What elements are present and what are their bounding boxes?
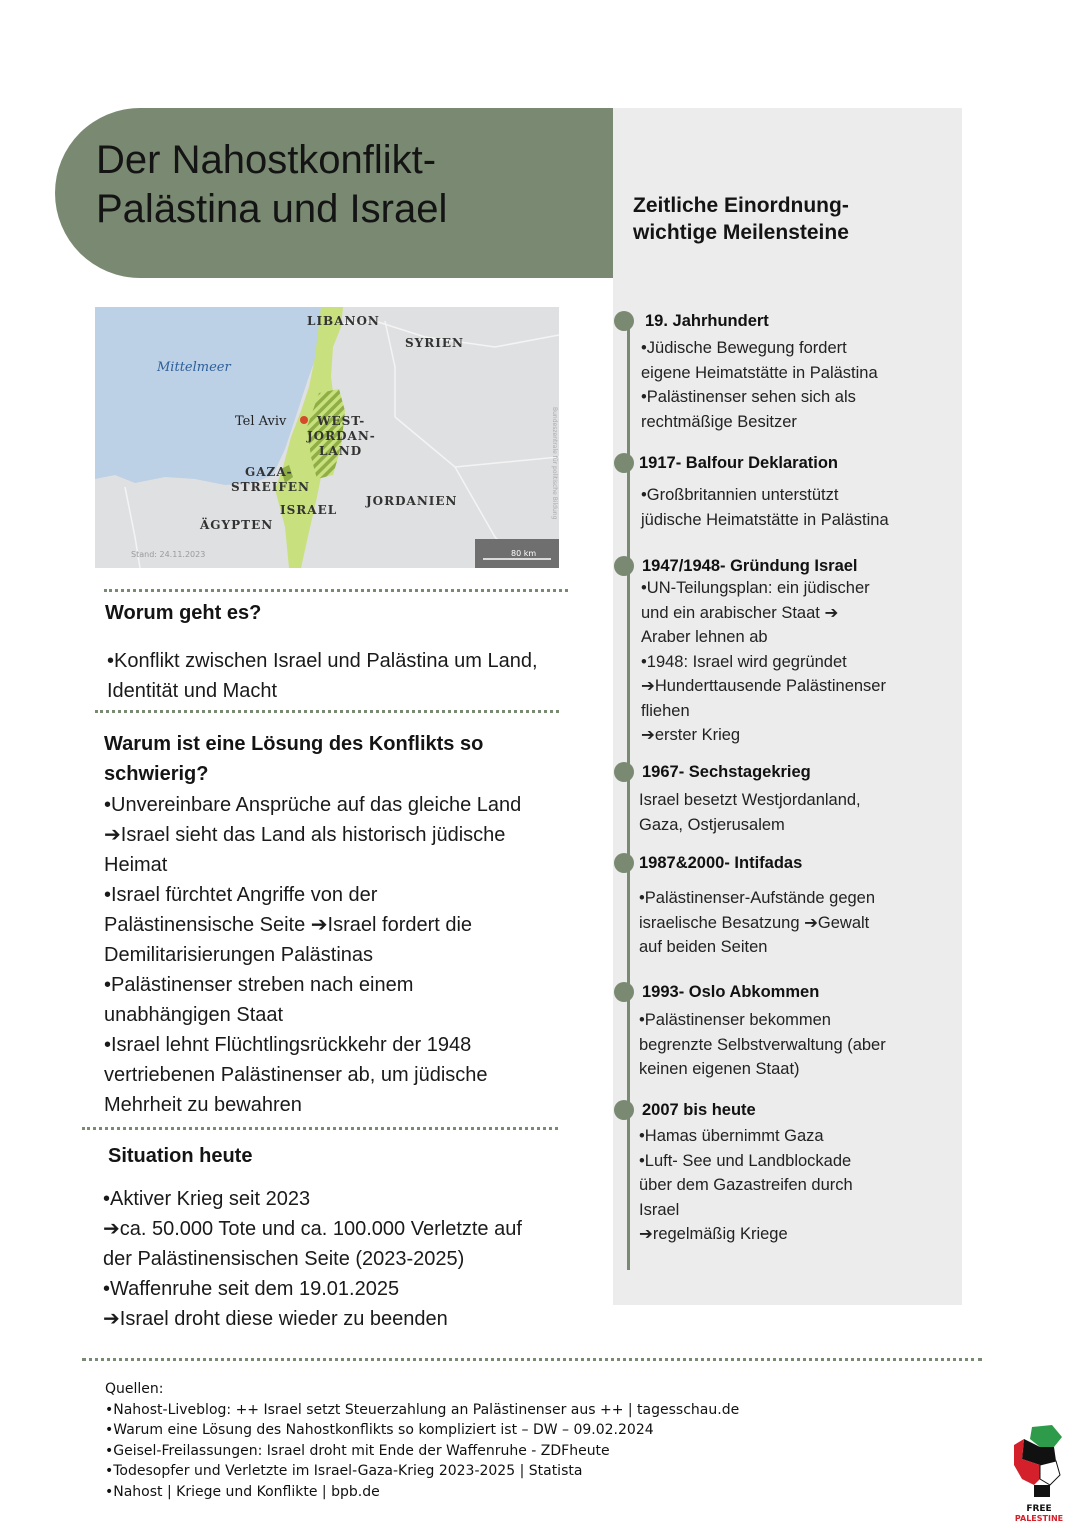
timeline-event-title: 1917- Balfour Deklaration <box>639 454 838 472</box>
timeline-dot <box>614 762 634 782</box>
timeline-dot <box>614 453 634 473</box>
section-line: •Konflikt zwischen Israel und Palästina um Land, <box>107 650 538 672</box>
section-line: •Palästinenser streben nach einem <box>104 974 414 996</box>
section-line: ➔Israel droht diese wieder zu beenden <box>103 1308 448 1330</box>
timeline-event-line: •Jüdische Bewegung fordert <box>641 339 847 357</box>
section-line: •Waffenruhe seit dem 19.01.2025 <box>103 1278 400 1300</box>
map-label-aegypten: ÄGYPTEN <box>200 518 274 532</box>
timeline-event-line: •UN-Teilungsplan: ein jüdischer <box>641 579 870 597</box>
separator <box>104 589 568 592</box>
section-title-warum <box>104 729 483 789</box>
source-item: •Todesopfer und Verletzte im Israel-Gaza-Krieg 2023-2025 | Statista <box>105 1463 583 1479</box>
source-item: •Nahost-Liveblog: ++ Israel setzt Steuerzahlung an Palästinenser aus ++ | tagesschau.de <box>105 1401 740 1418</box>
timeline-event-line: auf beiden Seiten <box>639 938 768 956</box>
page-title <box>96 136 596 234</box>
timeline-heading <box>633 192 953 246</box>
timeline-event-line: begrenzte Selbstverwaltung (aber <box>639 1035 886 1054</box>
map-label-westjordanland-2: JORDAN- <box>307 429 376 443</box>
section-line: Palästinensische Seite ➔Israel fordert die <box>104 914 473 936</box>
sources-heading: Quellen: <box>105 1381 164 1397</box>
timeline-event-line: •Palästinenser bekommen <box>639 1011 831 1029</box>
timeline-event-line: •Luft- See und Landblockade <box>639 1151 852 1170</box>
map-credit: Bundeszentrale für politische Bildung <box>551 407 558 520</box>
timeline-event-line: ➔Hunderttausende Palästinenser <box>641 677 886 695</box>
free-palestine-logo <box>1010 1425 1068 1525</box>
separator <box>82 1127 558 1130</box>
timeline-event-line: ➔erster Krieg <box>641 726 741 744</box>
map-label-syrien: SYRIEN <box>405 336 464 350</box>
timeline-dot <box>614 853 634 873</box>
timeline-event-line: •Palästinenser sehen sich als <box>641 388 856 406</box>
section-line: Identität und Macht <box>107 680 278 702</box>
timeline-event-line: jüdische Heimatstätte in Palästina <box>641 510 889 529</box>
section-body-worum <box>107 646 538 706</box>
logo-text-free: FREE <box>1026 1504 1052 1514</box>
timeline-event-line: rechtmäßige Besitzer <box>641 412 797 431</box>
title-line-1: Der Nahostkonflikt- <box>96 138 437 182</box>
timeline-event-line: keinen eigenen Staat) <box>639 1060 800 1078</box>
section-line: Mehrheit zu bewahren <box>104 1094 302 1116</box>
timeline-event-body <box>639 1124 939 1247</box>
timeline-event-body <box>639 1008 939 1082</box>
timeline-dot <box>614 1100 634 1120</box>
timeline-event-line: Gaza, Ostjerusalem <box>639 815 785 834</box>
map-label-gaza-1: GAZA- <box>245 465 293 479</box>
separator <box>95 710 559 713</box>
timeline-event-body <box>641 576 941 748</box>
timeline-event-title: 19. Jahrhundert <box>645 312 769 330</box>
timeline-event-line: fliehen <box>641 701 690 720</box>
timeline-event-title: 2007 bis heute <box>642 1101 756 1119</box>
timeline-event-line: Araber lehnen ab <box>641 628 768 646</box>
timeline-event-line: •Großbritannien unterstützt <box>641 486 839 504</box>
section-line: •Israel lehnt Flüchtlingsrückkehr der 1948 <box>104 1034 472 1056</box>
source-item: •Geisel-Freilassungen: Israel droht mit Ende der Waffenruhe - ZDFheute <box>105 1442 610 1459</box>
separator <box>82 1358 982 1361</box>
section-line: •Unvereinbare Ansprüche auf das gleiche Land <box>104 794 522 816</box>
map-label-westjordanland-1: WEST- <box>317 414 366 428</box>
map-label-gaza-2: STREIFEN <box>231 480 310 494</box>
source-item: •Nahost | Kriege und Konflikte | bpb.de <box>105 1483 380 1500</box>
source-item: •Warum eine Lösung des Nahostkonflikts so kompliziert ist – DW – 09.02.2024 <box>105 1422 654 1438</box>
fist-icon <box>1014 1425 1062 1497</box>
timeline-event-line: •Hamas übernimmt Gaza <box>639 1127 824 1145</box>
timeline-event-title: 1947/1948- Gründung Israel <box>642 557 858 575</box>
timeline-event-line: •Palästinenser-Aufstände gegen <box>639 889 876 907</box>
section-title-situation: Situation heute <box>108 1145 253 1167</box>
timeline-heading-line-1: Zeitliche Einordnung- <box>633 194 849 217</box>
section-body-situation <box>103 1184 522 1334</box>
map-label-jordanien: JORDANIEN <box>366 494 458 508</box>
telaviv-marker <box>300 416 308 424</box>
section-line: •Aktiver Krieg seit 2023 <box>103 1188 311 1210</box>
section-line: ➔Israel sieht das Land als historisch jüdische <box>104 824 506 846</box>
map-stand-date: Stand: 24.11.2023 <box>131 550 206 559</box>
section-line: •Israel fürchtet Angriffe von der <box>104 884 378 906</box>
section-title-line: schwierig? <box>104 763 209 785</box>
section-title-line: Warum ist eine Lösung des Konflikts so <box>104 733 484 755</box>
timeline-dot <box>614 982 634 1002</box>
title-line-2: Palästina und Israel <box>96 187 448 231</box>
timeline-event-line: und ein arabischer Staat ➔ <box>641 603 839 622</box>
section-title-worum: Worum geht es? <box>105 602 262 624</box>
section-line: vertriebenen Palästinenser ab, um jüdische <box>104 1064 488 1086</box>
timeline-event-body <box>641 336 941 434</box>
timeline-event-body <box>639 788 939 837</box>
section-line: Demilitarisierungen Palästinas <box>104 944 374 966</box>
map-label-libanon: LIBANON <box>307 314 380 328</box>
map-label-mittelmeer: Mittelmeer <box>157 360 231 375</box>
map-label-telaviv: Tel Aviv <box>235 414 287 429</box>
timeline-dot <box>614 311 634 331</box>
sources-list <box>105 1379 739 1502</box>
section-line: unabhängigen Staat <box>104 1004 284 1026</box>
map-label-westjordanland-3: LAND <box>319 444 363 458</box>
section-line: ➔ca. 50.000 Tote und ca. 100.000 Verletzte auf <box>103 1218 522 1240</box>
timeline-event-title: 1967- Sechstagekrieg <box>642 763 811 781</box>
timeline-dot <box>614 556 634 576</box>
timeline-event-line: •1948: Israel wird gegründet <box>641 652 847 671</box>
section-body-warum <box>104 790 521 1120</box>
timeline-event-line: Israel <box>639 1200 680 1219</box>
timeline-event-line: Israel besetzt Westjordanland, <box>639 791 861 809</box>
map-label-israel: ISRAEL <box>280 503 338 517</box>
logo-text-palestine: PALESTINE <box>1014 1514 1064 1523</box>
region-map <box>95 307 559 568</box>
timeline-event-line: über dem Gazastreifen durch <box>639 1176 853 1194</box>
timeline-event-line: israelische Besatzung ➔Gewalt <box>639 913 870 932</box>
section-line: Heimat <box>104 854 168 876</box>
timeline-event-line: ➔regelmäßig Kriege <box>639 1225 788 1243</box>
timeline-event-body <box>641 483 941 532</box>
section-line: der Palästinensischen Seite (2023-2025) <box>103 1248 465 1270</box>
timeline-event-title: 1987&2000- Intifadas <box>639 854 803 872</box>
timeline-event-line: eigene Heimatstätte in Palästina <box>641 363 878 382</box>
timeline-event-title: 1993- Oslo Abkommen <box>642 983 820 1001</box>
timeline-event-body <box>639 886 939 960</box>
map-scale-label: 80 km <box>511 549 537 558</box>
timeline-heading-line-2: wichtige Meilensteine <box>633 221 849 244</box>
